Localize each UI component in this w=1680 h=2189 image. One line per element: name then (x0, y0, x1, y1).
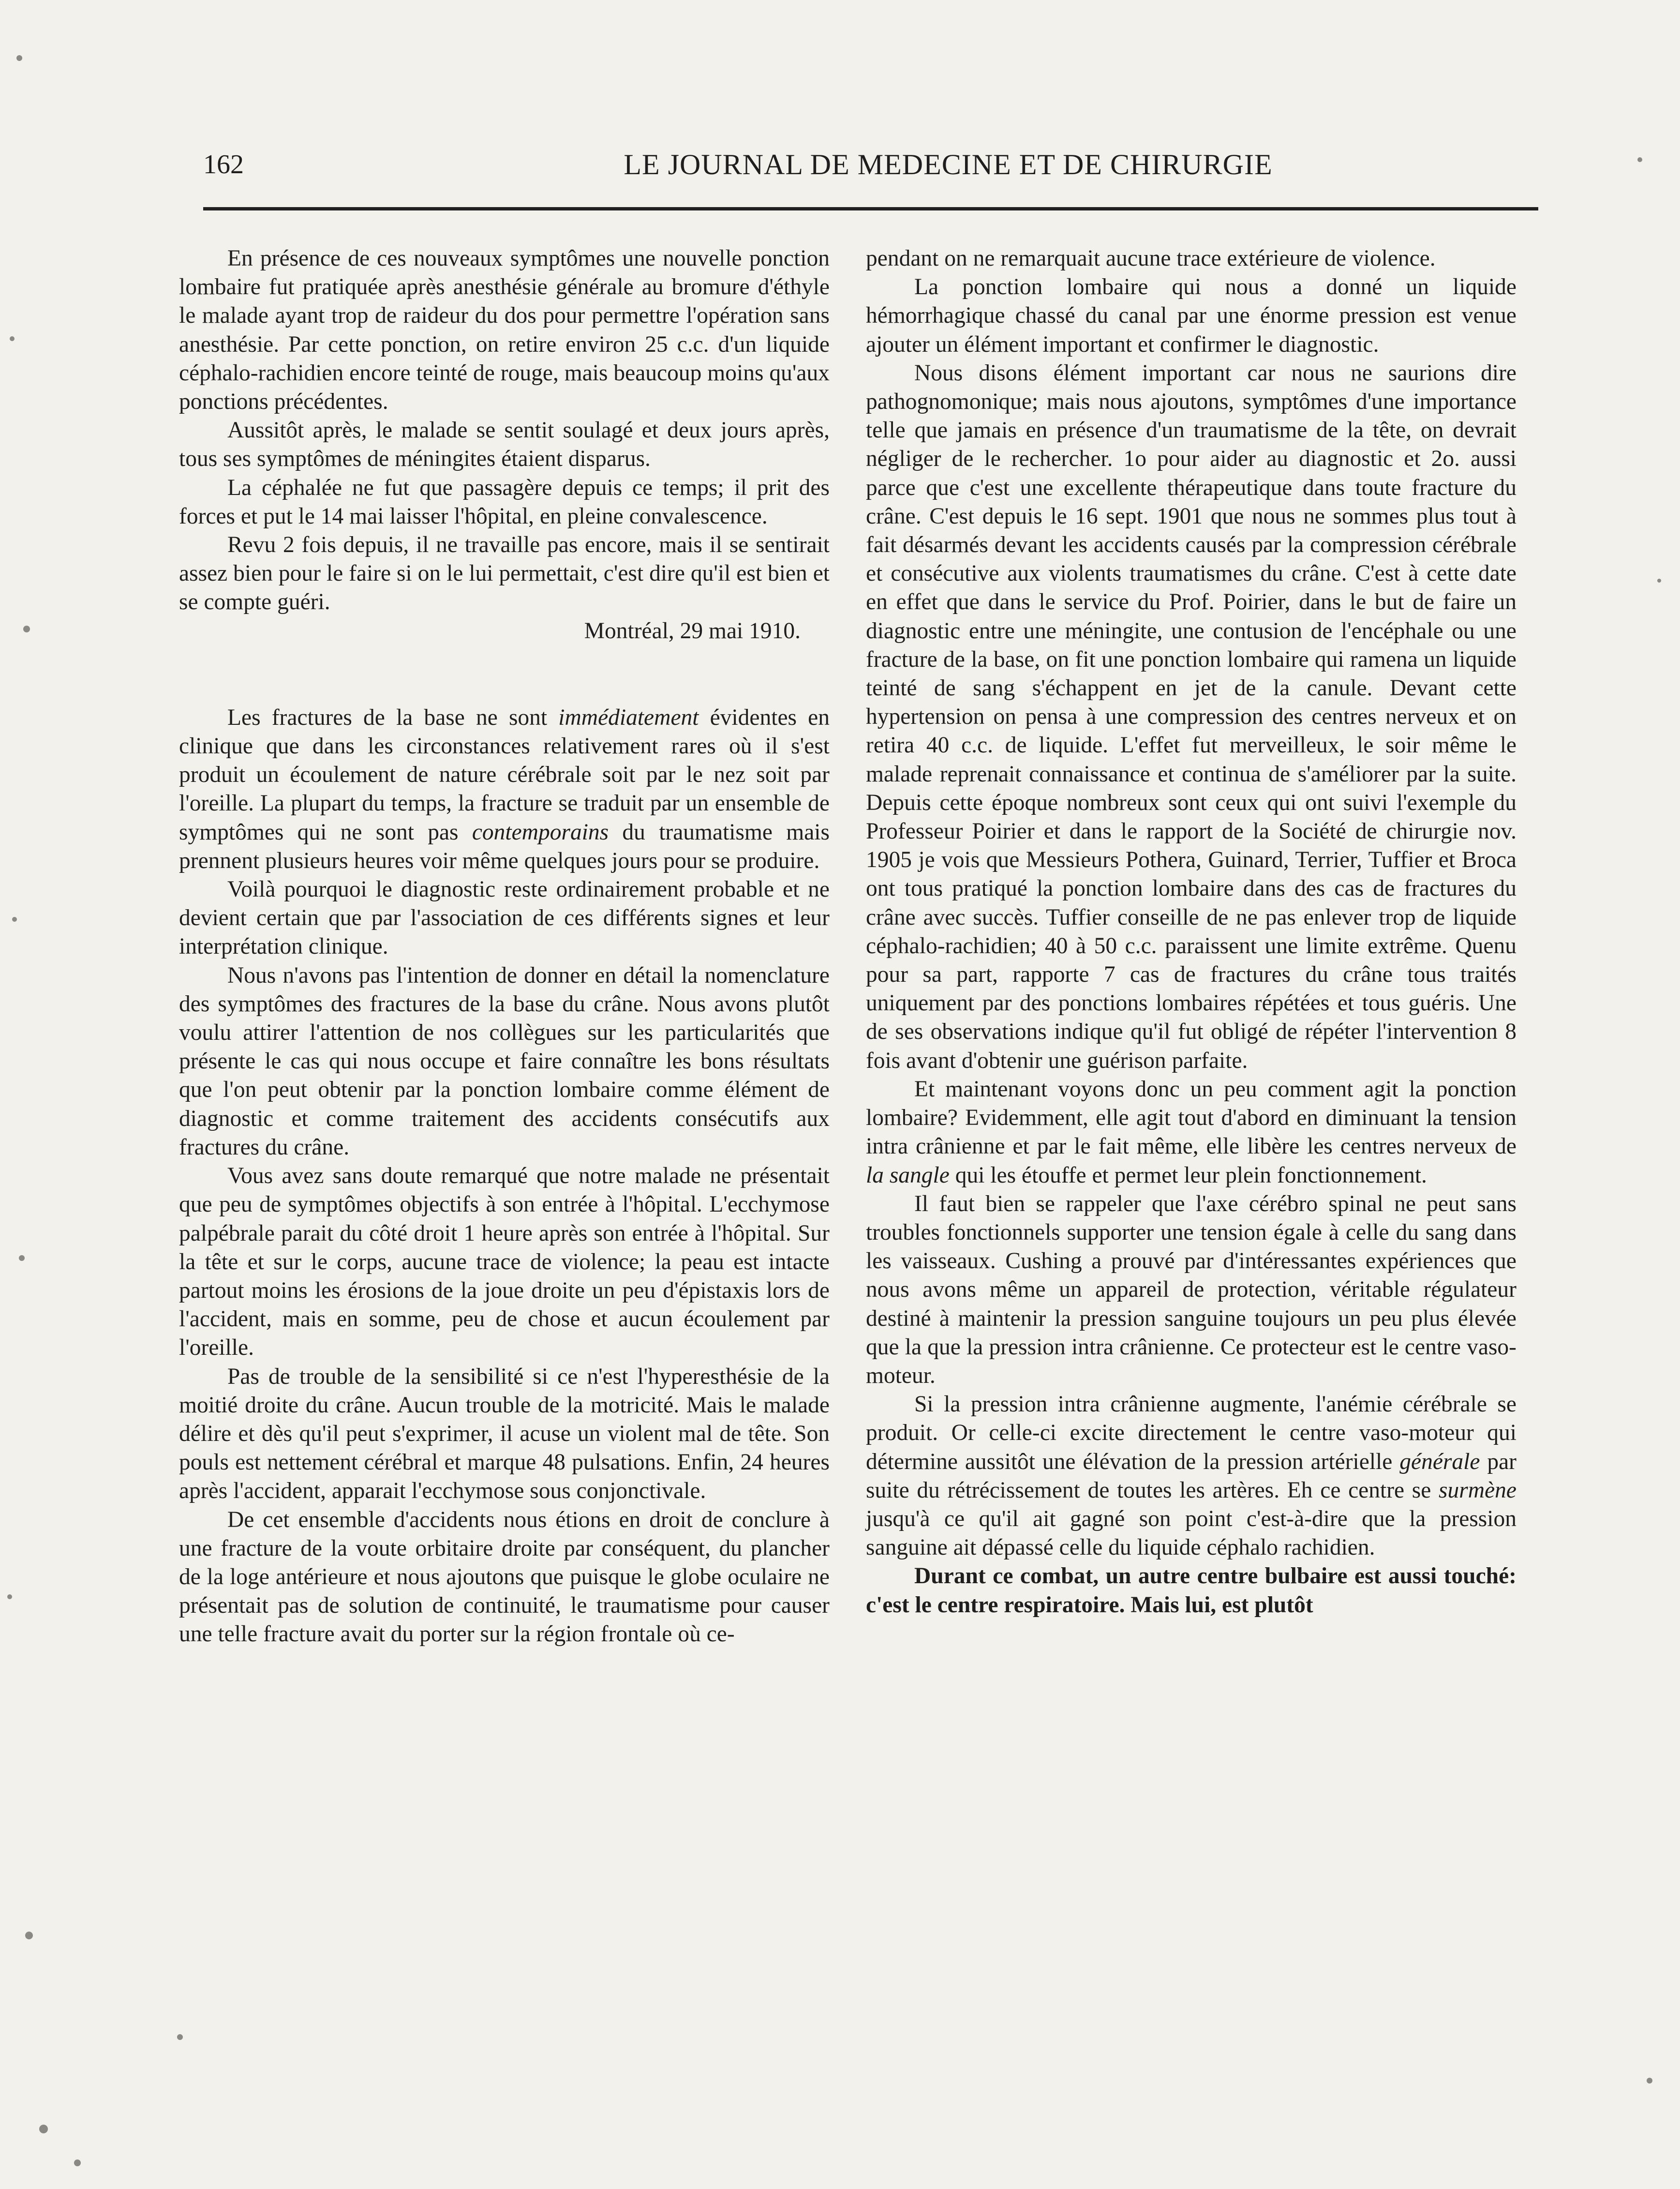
running-title: LE JOURNAL DE MEDECINE ET DE CHIRURGIE (624, 149, 1273, 180)
section-gap (179, 645, 830, 704)
text-run: Les fractures de la base ne sont (227, 705, 559, 730)
text-run: par suite du rétrécissement de toutes les artères. Eh ce centre se (866, 1449, 1516, 1503)
paragraph: La céphalée ne fut que passagère depuis ce temps; il prit des forces et put le 14 mai laisser l'hôpital, en pleine convalescence. (179, 475, 830, 529)
paragraph: De cet ensemble d'accidents nous étions en droit de conclure à une fracture de la voute orbitaire droite par conséquent, du plancher de la loge antérieure et nous ajoutons que puisque le globe oculaire ne présentait pas de solution de continuité, le traumatisme pour causer une telle fracture avait du porter sur la région frontale où ce- (179, 1507, 830, 1647)
emphasis: contemporains (472, 819, 609, 845)
emphasis: immédiatement (558, 705, 699, 730)
text-run: du traumatisme mais prennent plusieurs heures voir même quelques jours pour se produire. (179, 819, 830, 873)
paragraph: Il faut bien se rappeler que l'axe cérébro spinal ne peut sans troubles fonctionnels supporter une tension égale à celle du sang dans les vaisseaux. Cushing a prouvé par d'intéressantes expériences que nous avons même un appareil de protection, véritable régulateur destiné à maintenir la pression sanguine toujours un peu plus élevée que la que la pression intra crânienne. Ce protecteur est le centre vaso-moteur. (866, 1191, 1516, 1388)
paragraph: Pas de trouble de la sensibilité si ce n'est l'hyperesthésie de la moitié droite du crâne. Aucun trouble de la motricité. Mais le malade délire et dès qu'il peut s'exprimer, il acuse un violent mal de tête. Son pouls est nettement cérébral et marque 48 pulsations. Enfin, 24 heures après l'accident, apparait l'ecchymose sous conjonctivale. (179, 1364, 830, 1504)
paragraph (179, 704, 830, 875)
paragraph: Voilà pourquoi le diagnostic reste ordinairement probable et ne devient certain que par l'association de ces différents signes et leur interprétation clinique. (179, 877, 830, 960)
page-header (203, 143, 1548, 186)
text-run: Et maintenant voyons donc un peu comment agit la ponction lombaire? Evidemment, elle agit tout d'abord en diminuant la tension intra crânienne et par le fait même, elle libère les centres nerveux de (866, 1076, 1516, 1159)
paragraph: Aussitôt après, le malade se sentit soulagé et deux jours après, tous ses symptômes de méningites étaient disparus. (179, 418, 830, 472)
text-run: Si la pression intra crânienne augmente, l'anémie cérébrale se produit. Or celle-ci excite directement le centre vaso-moteur qui détermine aussitôt une élévation de la pression artérielle (866, 1392, 1516, 1474)
page-number: 162 (203, 150, 244, 180)
paragraph: Nous disons élément important car nous ne saurions dire pathognomonique; mais nous ajoutons, symptômes d'une importance telle que jamais en présence d'un traumatisme de la tête, on devrait négliger de le rechercher. 1o pour aider au diagnostic et 2o. aussi parce que c'est une excellente thérapeutique dans toute fracture du crâne. C'est depuis le 16 sept. 1901 que nous ne sommes plus tout à fait désarmés devant les accidents causés par la compression cérébrale et consécutive aux violents traumatismes du crâne. C'est à cette date en effet que dans le service du Prof. Poirier, dans le but de faire un diagnostic entre une méningite, une contusion de l'encéphale ou une fracture de la base, on fit une ponction lombaire qui ramena un liquide teinté de sang s'échappent en jet de la canule. Devant cette hypertension on pensa à une compression des centres nerveux et on retira 40 c.c. de liquide. L'effet fut merveilleux, le soir même le malade reprenait connaissance et continua de s'améliorer par la suite. Depuis cette époque nombreux sont ceux qui ont suivi l'exemple du Professeur Poirier et dans le rapport de la Société de chirurgie nov. 1905 je vois que Messieurs Pothera, Guinard, Terrier, Tuffier et Broca ont tous pratiqué la ponction lombaire dans des cas de fractures du crâne avec succès. Tuffier conseille de ne pas enlever trop de liquide céphalo-rachidien; 40 à 50 c.c. paraissent une limite extrême. Quenu pour sa part, rapporte 7 cas de fractures du crâne tous traités uniquement par des ponctions lombaires répétées et tous guéris. Une de ses observations indique qu'il fut obligé de répéter l'intervention 8 fois avant d'obtenir une guérison parfaite. (866, 360, 1516, 1073)
paragraph: Durant ce combat, un autre centre bulbaire est aussi touché: c'est le centre respiratoire. Mais lui, est plutôt (866, 1563, 1516, 1618)
text-run: jusqu'à ce qu'il ait gagné son point c'est-à-dire que la pression sanguine ait dépassé celle du liquide céphalo rachidien. (866, 1506, 1516, 1560)
paragraph (866, 1075, 1516, 1190)
emphasis: surmène (1439, 1477, 1516, 1503)
dateline: Montréal, 29 mai 1910. (584, 618, 801, 644)
paragraph: Revu 2 fois depuis, il ne travaille pas encore, mais il se sentirait assez bien pour le faire si on le lui permettait, c'est dire qu'il est bien et se compte guéri. (179, 532, 830, 615)
paragraph: En présence de ces nouveaux symptômes une nouvelle ponction lombaire fut pratiquée après anesthésie générale au bromure d'éthyle le malade ayant trop de raideur du dos pour permettre l'opération sans anesthésie. Par cette ponction, on retire environ 25 c.c. d'un liquide céphalo-rachidien encore teinté de rouge, mais beaucoup moins qu'aux ponctions précédentes. (179, 246, 830, 415)
text-run: qui les étouffe et permet leur plein fonctionnement. (949, 1162, 1427, 1188)
header-rule (203, 207, 1538, 210)
paragraph (866, 1390, 1516, 1562)
emphasis: générale (1399, 1449, 1480, 1474)
paragraph: La ponction lombaire qui nous a donné un liquide hémorrhagique chassé du canal par une énorme pression est venue ajouter un élément important et confirmer le diagnostic. (866, 274, 1516, 357)
text-run: évidentes en clinique que dans les circonstances relativement rares où il s'est produit un écoulement de nature cérébrale soit par le nez soit par l'oreille. La plupart du temps, la fracture se traduit par un ensemble de symptômes qui ne sont pas (179, 705, 830, 845)
left-column (179, 244, 830, 1649)
paragraph: Nous n'avons pas l'intention de donner en détail la nomenclature des symptômes des fractures de la base du crâne. Nous avons plutôt voulu attirer l'attention de nos collègues sur les particularités que présente le cas qui nous occupe et faire connaître les bons résultats que l'on peut obtenir par la ponction lombaire comme élément de diagnostic et comme traitement des accidents consécutifs aux fractures du crâne. (179, 962, 830, 1160)
paragraph: Vous avez sans doute remarqué que notre malade ne présentait que peu de symptômes objectifs à son entrée à l'hôpital. L'ecchymose palpébrale parait du côté droit 1 heure après son entrée à l'hôpital. Sur la tête et sur le corps, aucune trace de violence; la peau est intacte partout moins les érosions de la joue droite un peu d'épistaxis lors de l'accident, mais en somme, peu de chose et aucun écoulement par l'oreille. (179, 1163, 830, 1361)
paragraph: pendant on ne remarquait aucune trace extérieure de violence. (866, 246, 1436, 271)
right-column (866, 244, 1516, 1619)
emphasis: la sangle (866, 1162, 950, 1188)
